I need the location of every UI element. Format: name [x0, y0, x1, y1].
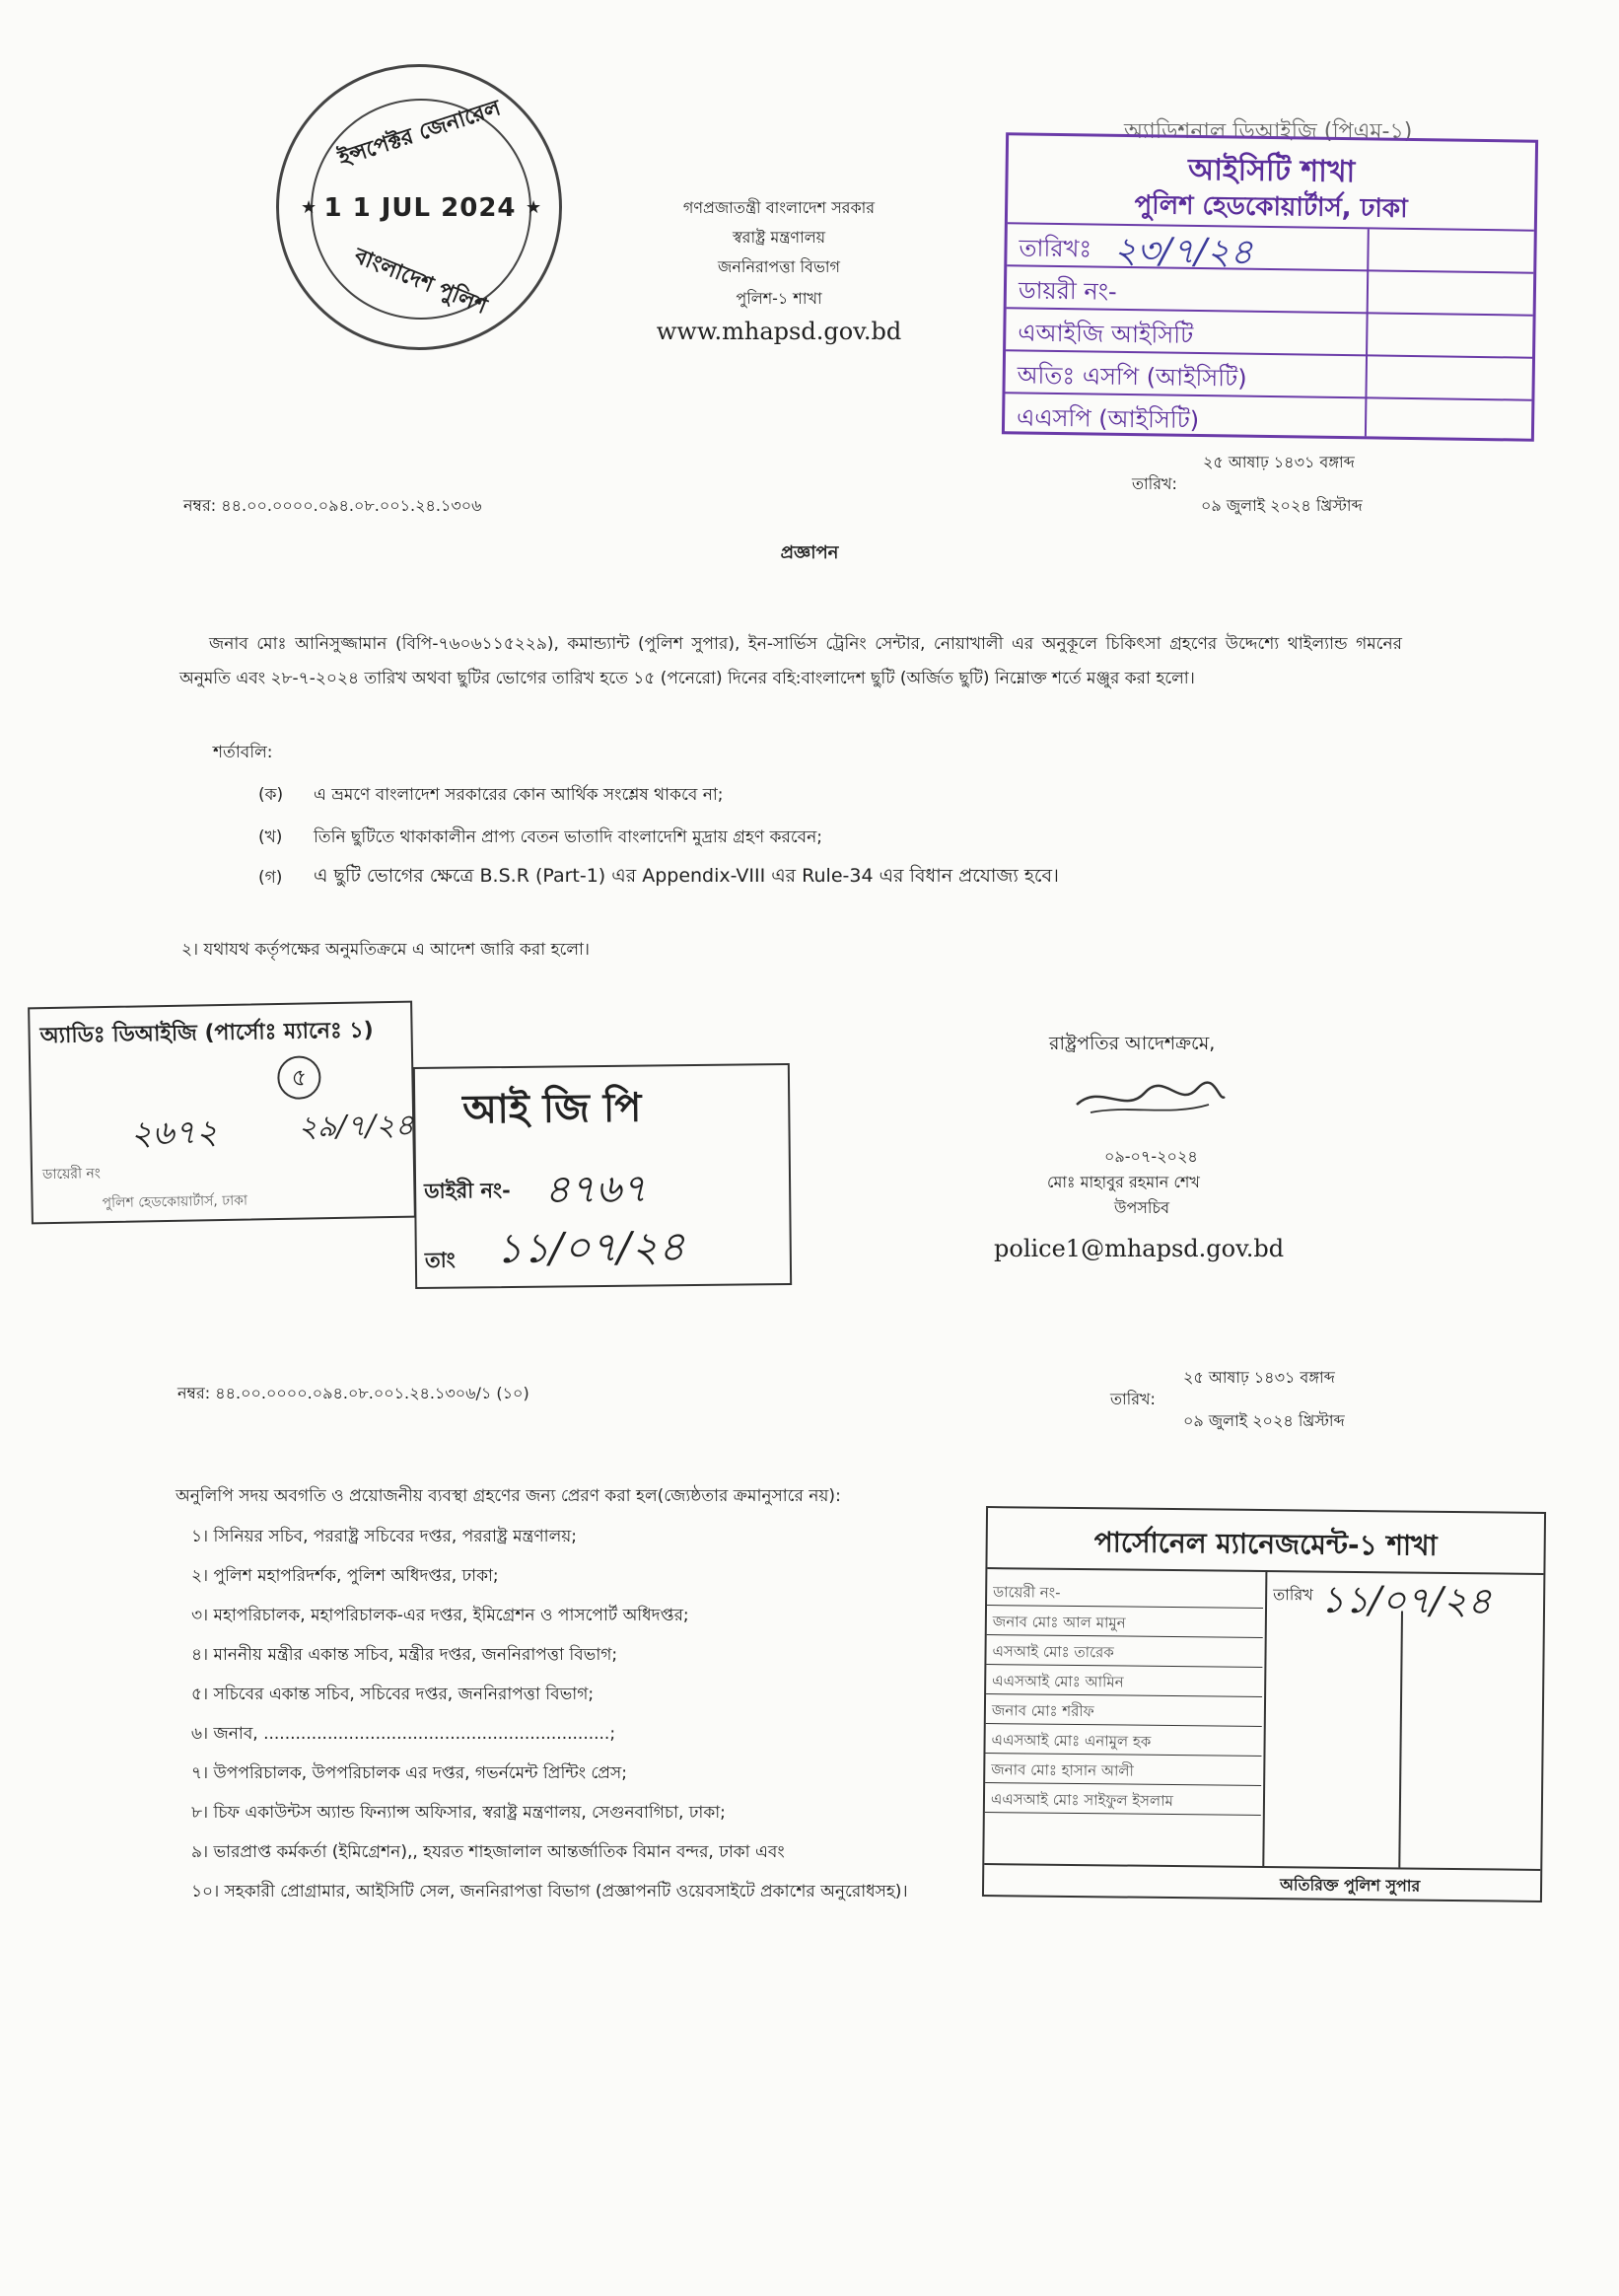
memo1-date-bangla: ২৫ আষাঢ় ১৪৩১ বঙ্গাব্দ: [1203, 453, 1355, 471]
condition-text: তিনি ছুটিতে থাকাকালীন প্রাপ্য বেতন ভাতাদি বাংলাদেশি মুদ্রায় গ্রহণ করবেন;: [314, 827, 822, 847]
star-icon: ★: [301, 197, 317, 218]
memo1-number: নম্বর: ৪৪.০০.০০০০.০৯৪.০৮.০০১.২৪.১৩০৬: [183, 496, 482, 515]
by-order-of-president: রাষ্ট্রপতির আদেশক্রমে,: [1049, 1033, 1216, 1054]
condition-text: এ ছুটি ভোগের ক্ষেত্রে B.S.R (Part-1) এর Appendix-VIII এর Rule-34 এর বিধান প্রযোজ্য হবে।: [314, 865, 1059, 887]
list-item: ২। পুলিশ মহাপরিদর্শক, পুলিশ অধিদপ্তর, ঢাকা;: [191, 1566, 499, 1586]
pm-row: জনাব মোঃ হাসান আলী: [991, 1760, 1134, 1780]
pm-stamp-footer: অতিরিক্ত পুলিশ সুপার: [1279, 1875, 1421, 1896]
list-item: ৯। ভারপ্রাপ্ত কর্মকর্তা (ইমিগ্রেশন),, হযরত শাহজালাল আন্তর্জাতিক বিমান বন্দর, ঢাকা এবং: [191, 1842, 785, 1862]
ict-stamp-overline: অ্যাডিশনাল ডিআইজি (পিএম-১): [1124, 119, 1413, 144]
addl-dig-stamp: [28, 1001, 416, 1225]
list-item: ১। সিনিয়র সচিব, পররাষ্ট্র সচিবের দপ্তর, পররাষ্ট্র মন্ত্রণালয়;: [191, 1527, 577, 1546]
ict-row-asp: এএসপি (আইসিটি): [1016, 403, 1200, 435]
copy-intro: অনুলিপি সদয় অবগতি ও প্রয়োজনীয় ব্যবস্থা গ্রহণের জন্য প্রেরণ করা হল(জ্যেষ্ঠতার ক্রমানুসারে নয়):: [176, 1486, 841, 1506]
header-website[interactable]: www.mhapsd.gov.bd: [656, 318, 902, 345]
addl-stamp-title: অ্যাডিঃ ডিআইজি (পার্সোঃ ম্যানেঃ ১): [39, 1018, 374, 1049]
header-government: গণপ্রজাতন্ত্রী বাংলাদেশ সরকার: [682, 198, 876, 217]
ict-row-addl-sp: অতিঃ এসপি (আইসিটি): [1017, 361, 1247, 393]
igp-diary-value: ৪৭৬৭: [543, 1166, 648, 1213]
ict-row-diary: ডায়রী নং-: [1018, 276, 1117, 306]
condition-mark: (গ): [258, 868, 283, 888]
list-item: ১০। সহকারী প্রোগ্রামার, আইসিটি সেল, জননিরাপত্তা বিভাগ (প্রজ্ঞাপনটি ওয়েবসাইটে প্রকাশের অনুরোধসহ)।: [191, 1882, 908, 1901]
pm-row: ডায়েরী নং-: [993, 1583, 1061, 1602]
ict-row-aig: এআইজি আইসিটি: [1018, 319, 1194, 349]
list-item: ৫। সচিবের একান্ত সচিব, সচিবের দপ্তর, জননিরাপত্তা বিভাগ;: [191, 1685, 595, 1704]
seal-bottom-text: বাংলাদেশ পুলিশ: [350, 244, 491, 320]
memo2-date-english: ০৯ জুলাই ২০২৪ খ্রিস্টাব্দ: [1183, 1411, 1345, 1430]
memo1-date-label: তারিখ:: [1132, 474, 1177, 493]
pm-row: এএসআই মোঃ এনামুল হক: [991, 1731, 1152, 1751]
list-item: ৮। চিফ একাউন্টস অ্যান্ড ফিন্যান্স অফিসার, স্বরাষ্ট্র মন্ত্রণালয়, সেগুনবাগিচা, ঢাকা;: [191, 1803, 726, 1823]
igp-diary-label: ডাইরী নং-: [424, 1178, 511, 1203]
memo2-number: নম্বর: ৪৪.০০.০০০০.০৯৪.০৮.০০১.২৪.১৩০৬/১ (১০): [177, 1384, 529, 1402]
condition-mark: (খ): [258, 827, 283, 847]
pm-row: এএসআই মোঃ আমিন: [992, 1672, 1124, 1691]
list-item: ৪। মাননীয় মন্ত্রীর একান্ত সচিব, মন্ত্রীর দপ্তর, জননিরাপত্তা বিভাগ;: [191, 1645, 618, 1665]
copy-list: [191, 1517, 908, 1911]
seal-date: 1 1 JUL 2024: [323, 193, 517, 223]
pm-row: এসআই মোঃ তারেক: [992, 1642, 1114, 1662]
signatory-name: মোঃ মাহাবুর রহমান শেখ: [1047, 1173, 1200, 1191]
memo2-date-bangla: ২৫ আষাঢ় ১৪৩১ বঙ্গাব্দ: [1183, 1368, 1335, 1387]
pm-date-label: তারিখ: [1273, 1585, 1313, 1605]
pm-date-value: ১১/০৭/২৪: [1319, 1577, 1493, 1623]
list-item: ৭। উপপরিচালক, উপপরিচালক এর দপ্তর, গভর্নমেন্ট প্রিন্টিং প্রেস;: [191, 1763, 627, 1783]
body-paragraph-1: জনাব মোঃ আনিসুজ্জামান (বিপি-৭৬০৬১১৫২২৯), কমান্ড্যান্ট (পুলিশ সুপার), ইন-সার্ভিস ট্রেনিং সেন্টার, নোয়াখালী এর অনুকূলে চিকিৎসা গ্রহণের উদ্দেশ্যে থাইল্যান্ড গমনের অনুমতি এবং ২৮-৭-২০২৪ তারিখ অথবা ছুটির ভোগের তারিখ হতে ১৫ (পনেরো) দিনের বহি:বাংলাদেশ ছুটি (অর্জিত ছুটি) নিম্নোক্ত শর্তে মঞ্জুর করা হলো।: [179, 634, 1402, 688]
signature-scribble-icon: [1071, 1075, 1229, 1124]
list-item: ৩। মহাপরিচালক, মহাপরিচালক-এর দপ্তর, ইমিগ্রেশন ও পাসপোর্ট অধিদপ্তর;: [191, 1606, 689, 1625]
conditions-label: শর্তাবলি:: [213, 743, 273, 762]
igp-stamp-title: আই জি পি: [462, 1085, 642, 1133]
addl-stamp-circle-mark: ৫: [277, 1055, 321, 1100]
ig-seal: [276, 64, 562, 350]
addl-stamp-diary-label: ডায়েরী নং: [41, 1166, 101, 1184]
igp-stamp: [413, 1063, 792, 1289]
pm-stamp: [982, 1506, 1546, 1902]
pm-row: জনাব মোঃ আল মামুন: [992, 1613, 1126, 1632]
ict-stamp: [1002, 132, 1538, 442]
page-title: প্রজ্ঞাপন: [780, 542, 839, 563]
header-ministry: স্বরাষ্ট্র মন্ত্রণালয়: [732, 228, 826, 247]
pm-stamp-title: পার্সোনেল ম্যানেজমেন্ট-১ শাখা: [1093, 1526, 1438, 1562]
ict-row-date: তারিখঃ: [1019, 234, 1092, 263]
ict-handwritten-date: ২৩/৭/২৪: [1113, 230, 1254, 273]
star-icon: ★: [526, 197, 542, 218]
memo2-date-label: তারিখ:: [1110, 1390, 1156, 1408]
body-paragraph-2: ২। যথাযথ কর্তৃপক্ষের অনুমতিক্রমে এ আদেশ জারি করা হলো।: [181, 940, 591, 960]
pm-row: এএসআই মোঃ সাইফুল ইসলাম: [990, 1790, 1173, 1811]
signatory-designation: উপসচিব: [1114, 1198, 1170, 1217]
header-section: পুলিশ-১ শাখা: [736, 289, 822, 308]
addl-stamp-hand-number: ২৬৭২: [130, 1112, 219, 1154]
ict-stamp-title: আইসিটি শাখা: [1187, 152, 1356, 190]
condition-mark: (ক): [258, 785, 284, 805]
signatory-email[interactable]: police1@mhapsd.gov.bd: [994, 1235, 1285, 1262]
signature-date: ০৯-০৭-২০২৪: [1104, 1147, 1198, 1166]
igp-date-label: তাং: [424, 1248, 456, 1272]
list-item: ৬। জনাব, .................................................................;: [191, 1724, 616, 1744]
header-division: জননিরাপত্তা বিভাগ: [718, 257, 840, 276]
addl-stamp-office: পুলিশ হেডকোয়ার্টার্স, ঢাকা: [102, 1192, 248, 1212]
pm-row: জনাব মোঃ শরীফ: [991, 1701, 1094, 1721]
addl-stamp-hand-date: ২৯/৭/২৪: [297, 1108, 415, 1145]
condition-text: এ ভ্রমণে বাংলাদেশ সরকারের কোন আর্থিক সংশ্লেষ থাকবে না;: [314, 785, 724, 805]
pm-stamp-rows: [991, 1577, 1175, 1816]
ict-stamp-subtitle: পুলিশ হেডকোয়ার্টার্স, ঢাকা: [1134, 190, 1408, 224]
seal-top-text: ইন্সপেক্টর জেনারেল: [335, 96, 504, 172]
memo1-date-english: ০৯ জুলাই ২০২৪ খ্রিস্টাব্দ: [1201, 496, 1363, 515]
igp-date-value: ১১/০৭/২৪: [495, 1222, 686, 1273]
